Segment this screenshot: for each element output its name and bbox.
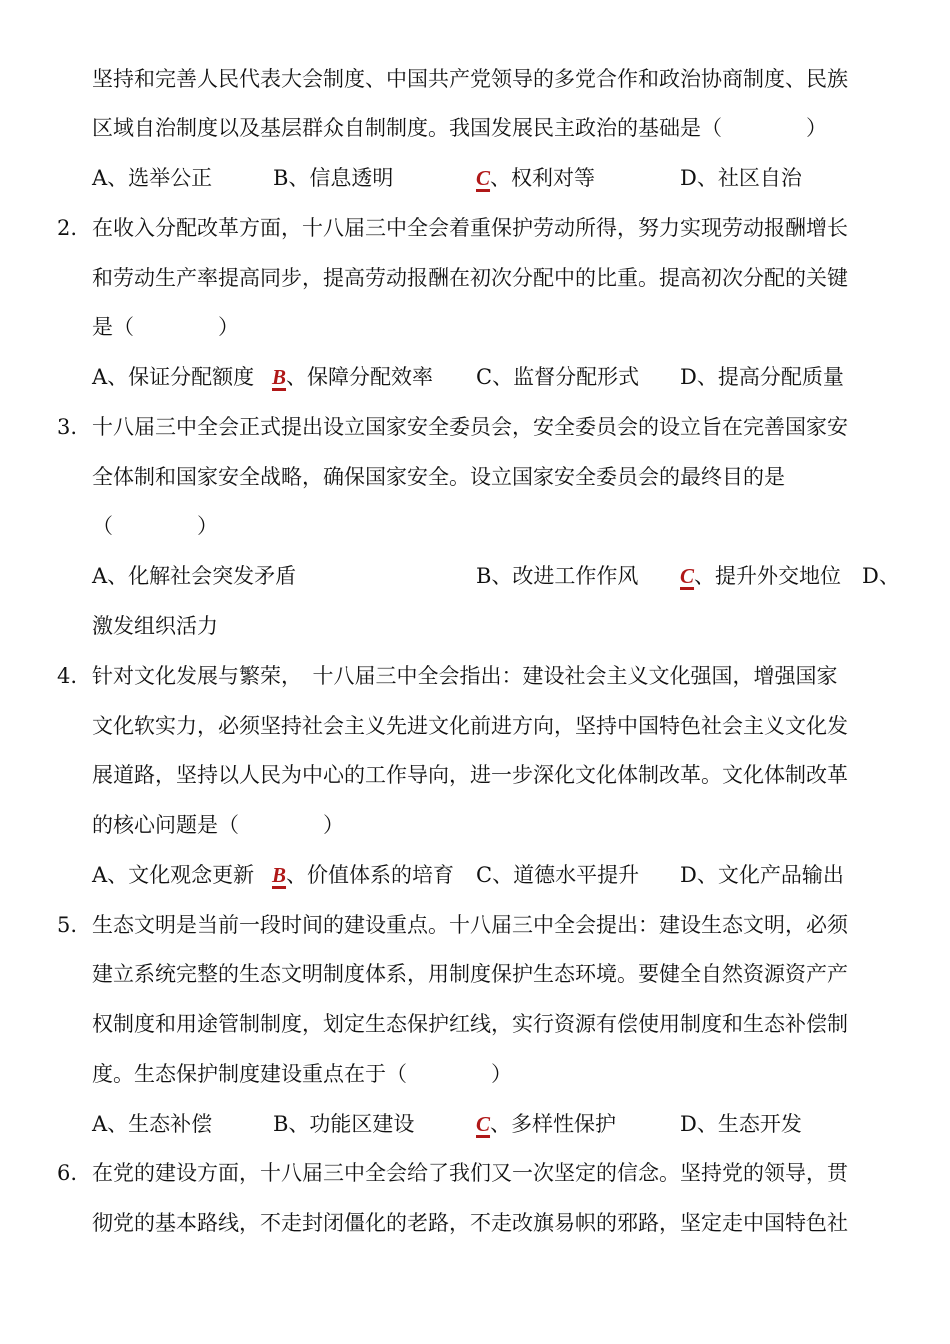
question-number: 5. — [57, 913, 78, 937]
question-number: 2. — [57, 216, 78, 240]
question-6-text-line-1: 在党的建设方面，十八届三中全会给了我们又一次坚定的信念。坚持党的领导，贯 — [92, 1161, 848, 1185]
question-1-text-line-2: 区域自治制度以及基层群众自制制度。我国发展民主政治的基础是（ ） — [92, 116, 827, 140]
option-a: A、化解社会突发矛盾 — [92, 564, 297, 588]
question-5-text-line-3: 权制度和用途管制制度，划定生态保护红线，实行资源有偿使用制度和生态补偿制 — [92, 1012, 848, 1036]
option-b: B、功能区建设 — [273, 1112, 415, 1136]
answer-mark: C — [476, 1112, 491, 1136]
question-3-text-line-2: 全体制和国家安全战略，确保国家安全。设立国家安全委员会的最终目的是 — [92, 465, 785, 489]
question-2-text-line-3: 是（ ） — [92, 315, 239, 339]
option-a: A、保证分配额度 — [92, 365, 255, 389]
question-2-text-line-1: 在收入分配改革方面，十八届三中全会着重保护劳动所得，努力实现劳动报酬增长 — [92, 216, 848, 240]
question-2-text-line-2: 和劳动生产率提高同步，提高劳动报酬在初次分配中的比重。提高初次分配的关键 — [92, 266, 848, 290]
option-a: A、生态补偿 — [92, 1112, 213, 1136]
question-5-text-line-1: 生态文明是当前一段时间的建设重点。十八届三中全会提出：建设生态文明，必须 — [92, 913, 848, 937]
question-5-text-line-4: 度。生态保护制度建设重点在于（ ） — [92, 1062, 512, 1086]
option-d: D、提高分配质量 — [680, 365, 844, 389]
question-5-text-line-2: 建立系统完整的生态文明制度体系，用制度保护生态环境。要健全自然资源资产产 — [92, 962, 848, 986]
question-4-text-line-3: 展道路，坚持以人民为中心的工作导向，进一步深化文化体制改革。文化体制改革 — [92, 763, 848, 787]
question-4-text-line-4: 的核心问题是（ ） — [92, 813, 344, 837]
option-b: B、改进工作作风 — [476, 564, 639, 588]
option-d: D、社区自治 — [680, 166, 802, 190]
answer-mark: C — [680, 564, 695, 588]
option-a: A、文化观念更新 — [92, 863, 255, 887]
question-6-text-line-2: 彻党的基本路线，不走封闭僵化的老路，不走改旗易帜的邪路，坚定走中国特色社 — [92, 1211, 848, 1235]
question-4-text-line-2: 文化软实力，必须坚持社会主义先进文化前进方向，坚持中国特色社会主义文化发 — [92, 714, 848, 738]
question-number: 3. — [57, 415, 78, 439]
question-number: 6. — [57, 1161, 78, 1185]
answer-mark: C — [476, 166, 491, 190]
option-c: C、道德水平提升 — [476, 863, 640, 887]
answer-mark: B — [272, 365, 287, 389]
answer-mark: B — [272, 863, 287, 887]
option-c: C、多样性保护 — [476, 1112, 617, 1136]
option-d-continued: 激发组织活力 — [92, 614, 218, 638]
option-b: B、保障分配效率 — [272, 365, 434, 389]
question-number: 4. — [57, 664, 78, 688]
option-b: B、价值体系的培育 — [272, 863, 455, 887]
question-3-text-line-3: （ ） — [92, 514, 218, 538]
option-d: D、 — [862, 564, 900, 588]
question-3-text-line-1: 十八届三中全会正式提出设立国家安全委员会，安全委员会的设立旨在完善国家安 — [92, 415, 848, 439]
option-d: D、文化产品输出 — [680, 863, 844, 887]
option-c: C、提升外交地位 — [680, 564, 842, 588]
option-c: C、监督分配形式 — [476, 365, 640, 389]
option-d: D、生态开发 — [680, 1112, 802, 1136]
question-1-text-line-1: 坚持和完善人民代表大会制度、中国共产党领导的多党合作和政治协商制度、民族 — [92, 67, 848, 91]
question-4-text-line-1: 针对文化发展与繁荣， 十八届三中全会指出：建设社会主义文化强国，增强国家 — [92, 664, 838, 688]
option-a: A、选举公正 — [92, 166, 213, 190]
option-b: B、信息透明 — [273, 166, 394, 190]
option-c: C、权利对等 — [476, 166, 596, 190]
